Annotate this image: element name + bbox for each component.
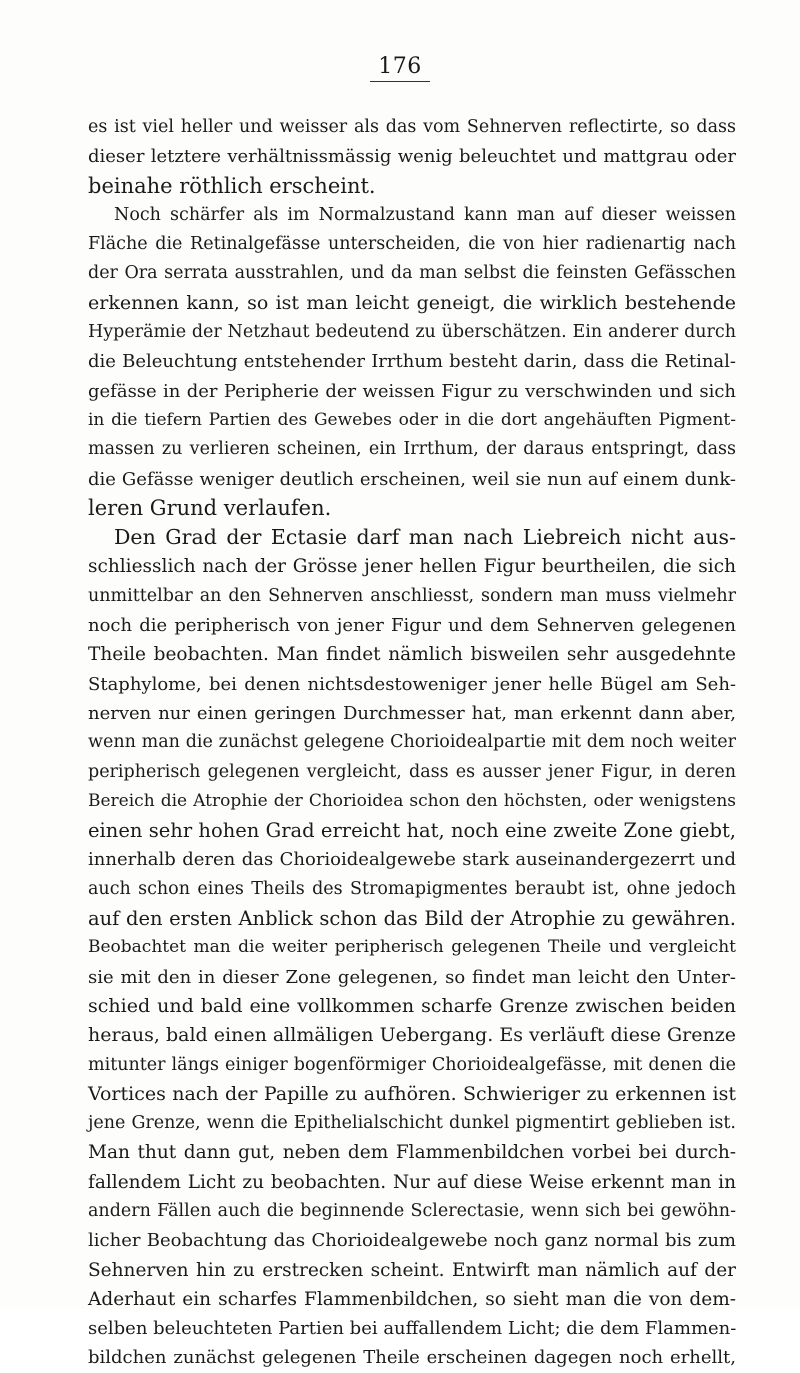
text-line: fallendem Licht zu beobachten. Nur auf diese Weise erkennt man in bbox=[88, 1171, 736, 1193]
text-line: bildchen zunächst gelegenen Theile erscheinen dagegen noch erhellt, bbox=[88, 1347, 736, 1369]
text-line: Bereich die Atrophie der Chorioidea schon den höchsten, oder wenigstens bbox=[88, 790, 736, 811]
text-line: wenn man die zunächst gelegene Chorioidealpartie mit dem noch weiter bbox=[88, 732, 736, 753]
text-line: in die tiefern Partien des Gewebes oder in die dort angehäuften Pigment- bbox=[88, 409, 736, 430]
text-line: die Beleuchtung entstehender Irrthum besteht darin, dass die Retinal- bbox=[88, 351, 736, 373]
text-line: nerven nur einen geringen Durchmesser hat, man erkennt dann aber, bbox=[88, 702, 736, 724]
text-line: auf den ersten Anblick schon das Bild der Atrophie zu gewähren. bbox=[88, 907, 736, 931]
text-line: sie mit den in dieser Zone gelegenen, so findet man leicht den Unter- bbox=[88, 966, 736, 988]
text-line: auch schon eines Theils des Stromapigmentes beraubt ist, ohne jedoch bbox=[88, 878, 736, 899]
text-line: innerhalb deren das Chorioidealgewebe stark auseinandergezerrt und bbox=[88, 849, 736, 871]
text-line: peripherisch gelegenen vergleicht, dass es ausser jener Figur, in deren bbox=[88, 761, 736, 782]
text-line: es ist viel heller und weisser als das vom Sehnerven reflectirte, so dass bbox=[88, 117, 736, 137]
text-line: Man thut dann gut, neben dem Flammenbildchen vorbei bei durch- bbox=[88, 1142, 736, 1164]
text-line: jene Grenze, wenn die Epithelialschicht dunkel pigmentirt geblieben ist. bbox=[88, 1113, 736, 1134]
text-line: Beobachtet man die weiter peripherisch gelegenen Theile und vergleicht bbox=[88, 937, 736, 958]
text-line: leren Grund verlaufen. bbox=[88, 495, 332, 520]
text-line: beinahe röthlich erscheint. bbox=[88, 173, 376, 198]
text-line: Fläche die Retinalgefässe unterscheiden, die von hier radienartig nach bbox=[88, 234, 736, 255]
text-line: heraus, bald einen allmäligen Uebergang. Es verläuft diese Grenze bbox=[88, 1024, 736, 1047]
text-line: einen sehr hohen Grad erreicht hat, noch eine zweite Zone giebt, bbox=[88, 819, 736, 843]
text-line: die Gefässe weniger deutlich erscheinen, weil sie nun auf einem dunk- bbox=[88, 468, 736, 490]
text-line: Staphylome, bei denen nichtsdestoweniger jener helle Bügel am Seh- bbox=[88, 673, 736, 695]
text-line: erkennen kann, so ist man leicht geneigt, die wirklich bestehende bbox=[88, 291, 736, 314]
text-line: licher Beobachtung das Chorioidealgewebe noch ganz normal bis zum bbox=[88, 1230, 736, 1252]
page-number bbox=[0, 54, 800, 82]
text-line: der Ora serrata ausstrahlen, und da man selbst die feinsten Gefässchen bbox=[88, 263, 736, 284]
text-line: mitunter längs einiger bogenförmiger Chorioidealgefässe, mit denen die bbox=[88, 1054, 736, 1075]
text-line: schliesslich nach der Grösse jener hellen Figur beurtheilen, die sich bbox=[88, 556, 736, 578]
text-line: noch die peripherisch von jener Figur und dem Sehnerven gelegenen bbox=[88, 615, 736, 637]
text-line: dieser letztere verhältnissmässig wenig beleuchtet und mattgrau oder bbox=[88, 146, 736, 168]
page-number-text: 176 bbox=[370, 54, 430, 82]
text-line: Vortices nach der Papille zu aufhören. Schwieriger zu erkennen ist bbox=[88, 1082, 736, 1105]
text-line: Hyperämie der Netzhaut bedeutend zu überschätzen. Ein anderer durch bbox=[88, 322, 736, 343]
body-text bbox=[88, 113, 736, 1373]
text-line: Theile beobachten. Man findet nämlich bisweilen sehr ausgedehnte bbox=[88, 644, 736, 666]
text-line: schied und bald eine vollkommen scharfe Grenze zwischen beiden bbox=[88, 994, 736, 1017]
text-line: Noch schärfer als im Normalzustand kann man auf dieser weissen bbox=[114, 204, 736, 225]
text-line: gefässe in der Peripherie der weissen Figur zu verschwinden und sich bbox=[88, 380, 736, 402]
text-line: andern Fällen auch die beginnende Sclerectasie, wenn sich bei gewöhn- bbox=[88, 1200, 736, 1221]
text-line: Den Grad der Ectasie darf man nach Liebreich nicht aus- bbox=[114, 525, 736, 550]
text-line: massen zu verlieren scheinen, ein Irrthum, der daraus entspringt, dass bbox=[88, 439, 736, 460]
text-line: unmittelbar an den Sehnerven anschliesst, sondern man muss vielmehr bbox=[88, 585, 736, 606]
text-line: selben beleuchteten Partien bei auffallendem Licht; die dem Flammen- bbox=[88, 1318, 737, 1340]
text-line: Aderhaut ein scharfes Flammenbildchen, so sieht man die von dem- bbox=[88, 1288, 736, 1310]
text-line: Sehnerven hin zu erstrecken scheint. Entwirft man nämlich auf der bbox=[88, 1259, 736, 1281]
